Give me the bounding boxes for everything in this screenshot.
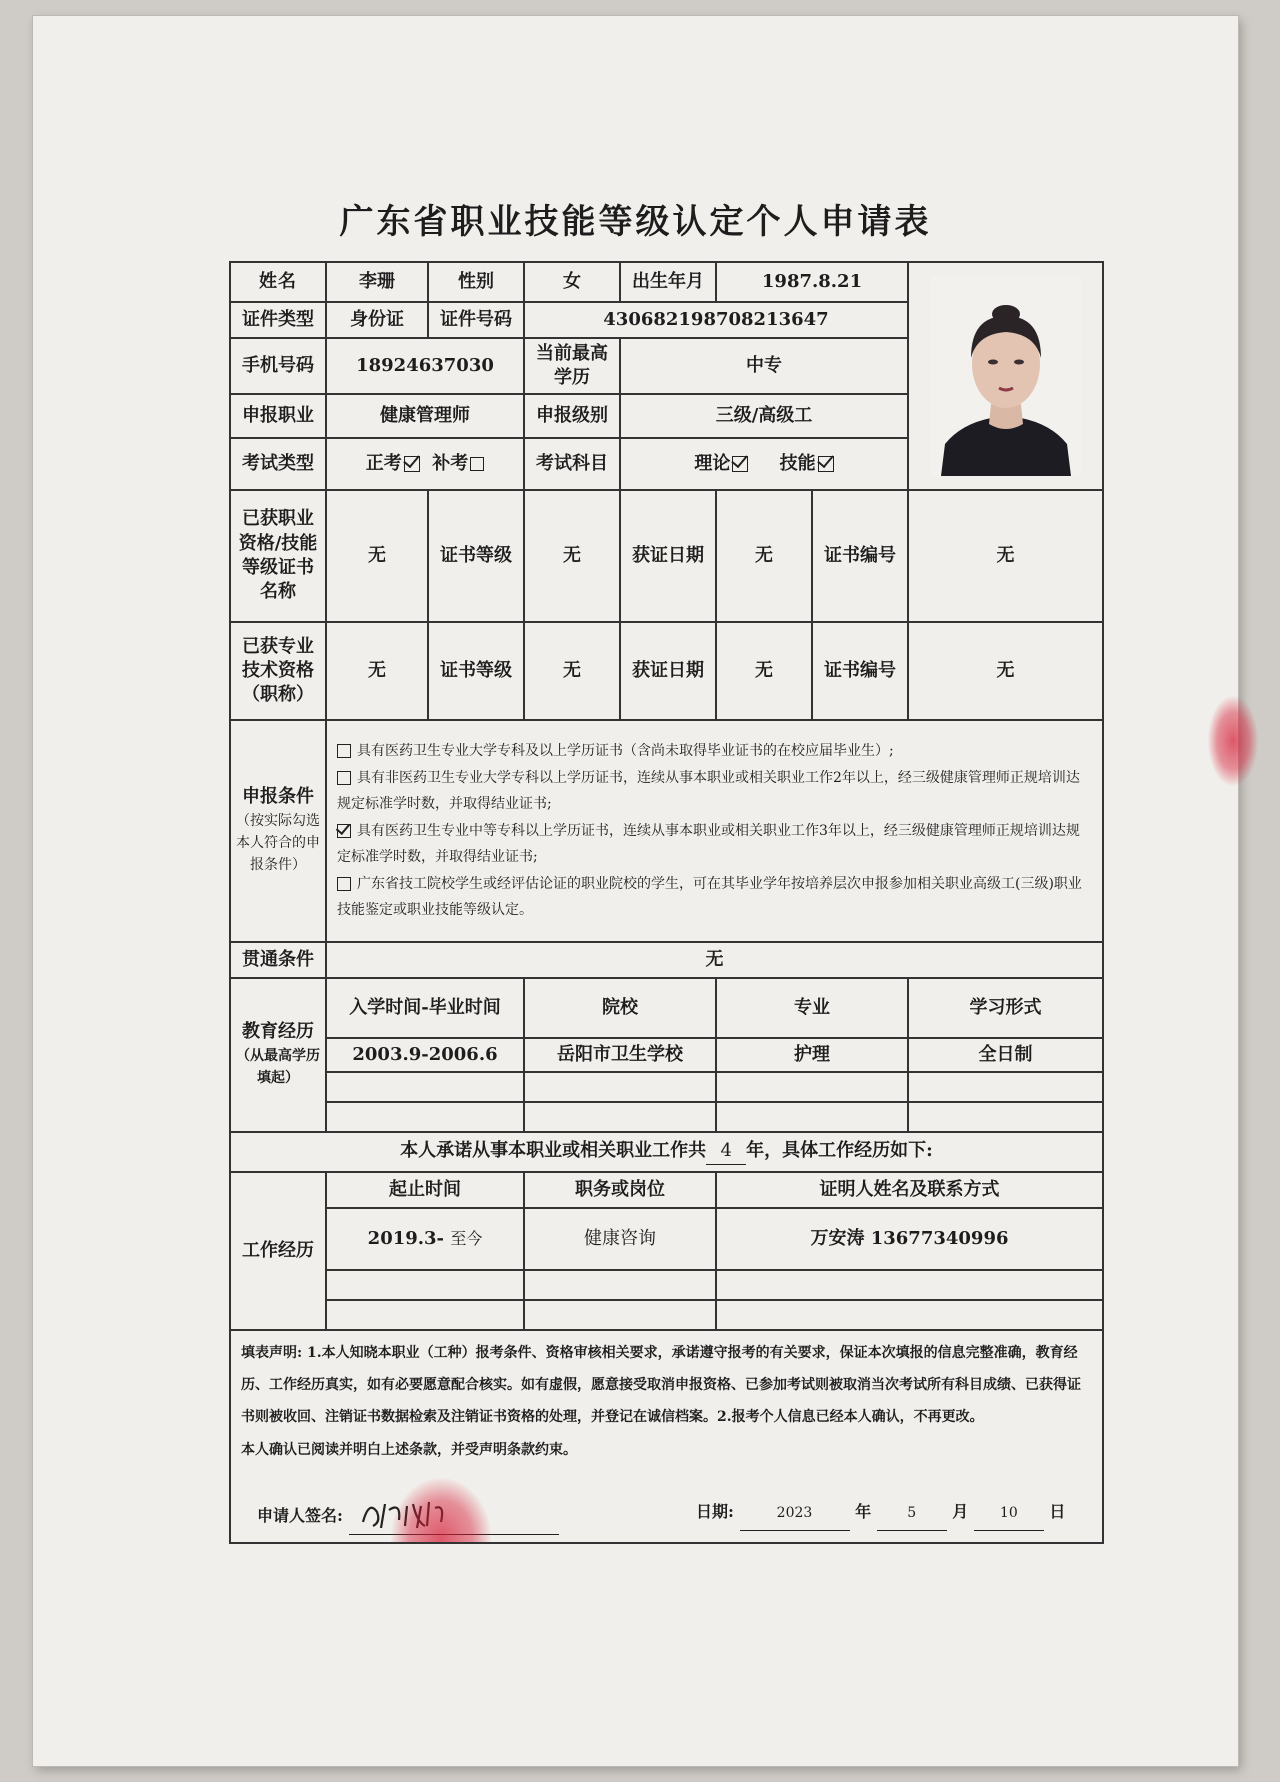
phone-value: 18924637030 [326, 338, 524, 394]
checkbox-checked-icon [404, 456, 420, 472]
id-no-label: 证件号码 [428, 302, 524, 338]
portrait-image [931, 276, 1081, 476]
checkbox-empty-icon [470, 457, 484, 471]
conditions-note: （按实际勾选本人符合的申报条件） [236, 812, 320, 874]
table-row [230, 1038, 1103, 1072]
sign-date: 日期: 2023 年 5 月 10 日 [696, 1494, 1065, 1531]
cert-professional-grade: 无 [524, 622, 620, 720]
edu-school-value: 岳阳市卫生学校 [524, 1038, 716, 1072]
sign-day: 10 [974, 1497, 1044, 1530]
birth-label: 出生年月 [620, 262, 716, 302]
cert-no-label: 证书编号 [812, 490, 908, 622]
sign-month: 5 [877, 1497, 947, 1530]
cert-vocational-name: 无 [326, 490, 428, 622]
fingerprint-stamp [391, 1478, 491, 1543]
edu-history-label-cell [230, 978, 326, 1132]
edu-mode-value: 全日制 [908, 1038, 1103, 1072]
cert-professional-date: 无 [716, 622, 812, 720]
exam-subject-options [620, 438, 908, 490]
work-position-value: 健康咨询 [524, 1208, 716, 1270]
work-witness-value: 万安涛 13677340996 [716, 1208, 1103, 1270]
conditions-label: 申报条件 [242, 786, 314, 808]
page-title: 广东省职业技能等级认定个人申请表 [339, 202, 932, 242]
table-row [230, 1300, 1103, 1330]
connect-label: 贯通条件 [230, 942, 326, 978]
checkbox-empty-icon [337, 877, 351, 891]
id-type-value: 身份证 [326, 302, 428, 338]
table-row [230, 1102, 1103, 1132]
exam-type-regular-label: 正考 [365, 452, 402, 474]
name-value: 李珊 [326, 262, 428, 302]
confirm-text: 本人确认已阅读并明白上述条款，并受声明条款约束。 [241, 1441, 577, 1458]
cert-date-label: 获证日期 [620, 622, 716, 720]
work-time-header: 起止时间 [326, 1172, 524, 1208]
phone-label: 手机号码 [230, 338, 326, 394]
name-label: 姓名 [230, 262, 326, 302]
work-years: 4 [706, 1139, 746, 1164]
condition-item: 具有医药卫生专业大学专科及以上学历证书（含尚未取得毕业证书的在校应届毕业生）; [337, 738, 1092, 765]
date-label: 日期: [696, 1501, 734, 1521]
photo-cell [908, 262, 1103, 490]
edu-time-header: 入学时间-毕业时间 [326, 978, 524, 1038]
id-no-value: 430682198708213647 [524, 302, 908, 338]
declaration-cell [230, 1330, 1103, 1543]
cert-date-label: 获证日期 [620, 490, 716, 622]
work-promise: 本人承诺从事本职业或相关职业工作共 4 年，具体工作经历如下: [230, 1132, 1103, 1172]
cert-vocational-no: 无 [908, 490, 1103, 622]
table-row [230, 1072, 1103, 1102]
edu-history-note: （从最高学历填起） [236, 1047, 320, 1087]
work-time-value: 2019.3- 至今 [326, 1208, 524, 1270]
cert-grade-label: 证书等级 [428, 490, 524, 622]
gender-label: 性别 [428, 262, 524, 302]
edu-school-header: 院校 [524, 978, 716, 1038]
edu-history-label: 教育经历 [242, 1021, 314, 1043]
id-type-label: 证件类型 [230, 302, 326, 338]
form-sheet [33, 16, 1238, 1766]
applicant-photo [931, 276, 1081, 476]
work-witness-header: 证明人姓名及联系方式 [716, 1172, 1103, 1208]
work-history-label: 工作经历 [230, 1172, 326, 1330]
cert-vocational-date: 无 [716, 490, 812, 622]
signature-row [241, 1466, 1092, 1536]
declaration-text: 填表声明: 1.本人知晓本职业（工种）报考条件、资格审核相关要求，承诺遵守报考的有关要求，保证本次填报的信息完整准确，教育经历、工作经历真实，如有必要愿意配合核实。如有虚假，愿意接受取消申报资格、已参加考试则被取消当次考试所有科目成绩、已获得证书则被收回、注销证书数据检索及注销证书资格的处理，并登记在诚信档案。2.报考个人信息已经本人确认，不再更改。 [241, 1345, 1081, 1426]
education-label: 当前最高学历 [524, 338, 620, 394]
work-position-header: 职务或岗位 [524, 1172, 716, 1208]
checkbox-checked-icon [337, 824, 351, 838]
cert-professional-name: 无 [326, 622, 428, 720]
checkbox-empty-icon [337, 744, 351, 758]
checkbox-empty-icon [337, 771, 351, 785]
edu-major-value: 护理 [716, 1038, 908, 1072]
exam-type-label: 考试类型 [230, 438, 326, 490]
exam-subject-theory-label: 理论 [694, 452, 731, 474]
signature-label: 申请人签名: [257, 1505, 343, 1525]
cert-no-label: 证书编号 [812, 622, 908, 720]
checkbox-checked-icon [818, 456, 834, 472]
table-row [230, 1208, 1103, 1270]
cert-vocational-grade: 无 [524, 490, 620, 622]
exam-type-makeup-label: 补考 [432, 452, 469, 474]
connect-value: 无 [326, 942, 1103, 978]
condition-item: 具有非医药卫生专业大学专科以上学历证书，连续从事本职业或相关职业工作2年以上，经三级健康管理师正规培训达规定标准学时数，并取得结业证书; [337, 769, 1080, 813]
level-label: 申报级别 [524, 394, 620, 438]
level-value: 三级/高级工 [620, 394, 908, 438]
cert-professional-label: 已获专业技术资格（职称） [230, 622, 326, 720]
checkbox-checked-icon [732, 456, 748, 472]
edu-time-value: 2003.9-2006.6 [326, 1038, 524, 1072]
occupation-label: 申报职业 [230, 394, 326, 438]
birth-value: 1987.8.21 [716, 262, 908, 302]
conditions-list [326, 720, 1103, 942]
conditions-label-cell [230, 720, 326, 942]
education-value: 中专 [620, 338, 908, 394]
occupation-value: 健康管理师 [326, 394, 524, 438]
edge-fingerprint-stamp [1208, 696, 1258, 786]
edu-major-header: 专业 [716, 978, 908, 1038]
sign-year: 2023 [740, 1497, 850, 1530]
edu-mode-header: 学习形式 [908, 978, 1103, 1038]
condition-item: 广东省技工院校学生或经评估论证的职业院校的学生，可在其毕业学年按培养层次申报参加相关职业高级工(三级)职业技能鉴定或职业技能等级认定。 [337, 875, 1082, 919]
table-row [230, 1270, 1103, 1300]
cert-professional-no: 无 [908, 622, 1103, 720]
cert-vocational-label: 已获职业资格/技能等级证书名称 [230, 490, 326, 622]
condition-item: 具有医药卫生专业中等专科以上学历证书，连续从事本职业或相关职业工作3年以上，经三级健康管理师正规培训达规定标准学时数，并取得结业证书; [337, 822, 1080, 866]
exam-type-options [326, 438, 524, 490]
exam-subject-skill-label: 技能 [779, 452, 816, 474]
gender-value: 女 [524, 262, 620, 302]
cert-grade-label: 证书等级 [428, 622, 524, 720]
exam-subject-label: 考试科目 [524, 438, 620, 490]
application-form [229, 261, 1104, 1544]
